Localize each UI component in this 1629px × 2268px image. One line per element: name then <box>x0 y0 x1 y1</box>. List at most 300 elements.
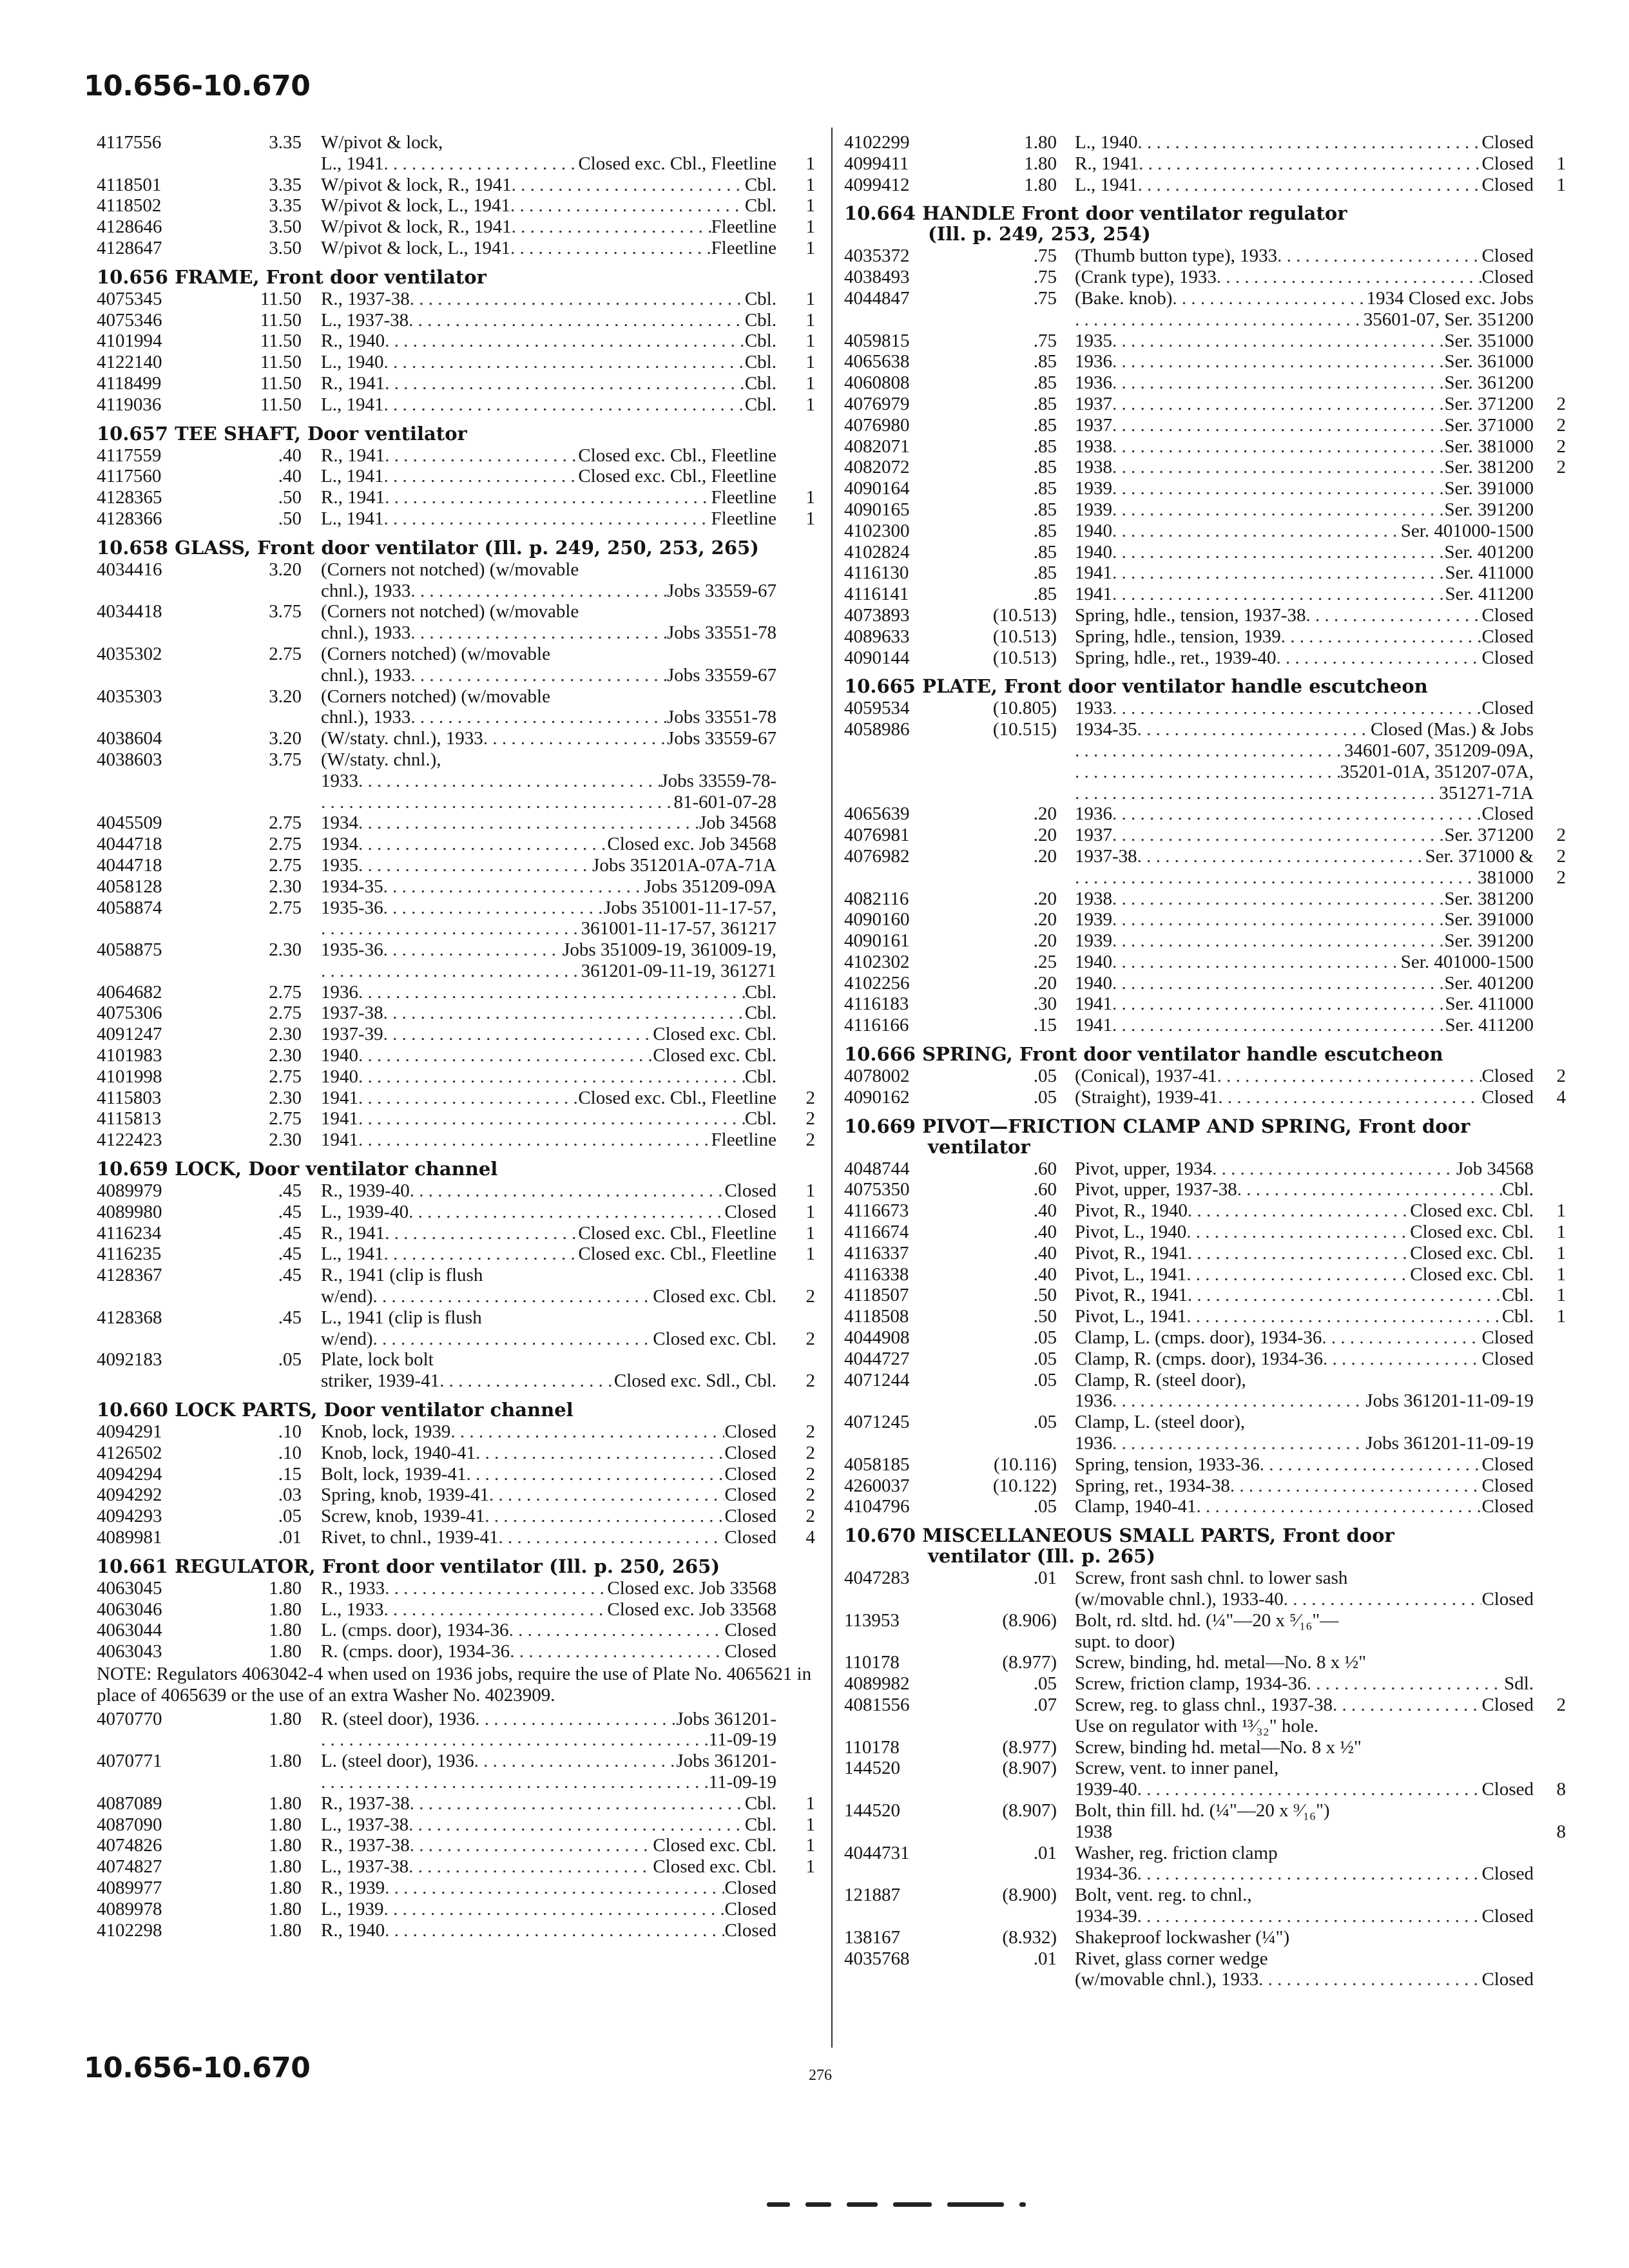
description-text: (Corners notched) (w/movable <box>321 686 550 707</box>
part-price: 1.80 <box>1024 174 1057 195</box>
leader-dots <box>510 195 745 216</box>
leader-dots <box>1137 1863 1482 1885</box>
part-number: 4070771 <box>97 1751 162 1772</box>
catalog-section <box>97 1556 815 1941</box>
quantity: 2 <box>1556 1066 1566 1087</box>
page-footer-range: 10.656-10.670 <box>84 2052 311 2084</box>
part-description <box>1075 1349 1534 1370</box>
catalog-section <box>844 1525 1566 1990</box>
part-price: .75 <box>1033 330 1057 351</box>
description-text: Bolt, vent. reg. to chnl., <box>1075 1885 1252 1906</box>
parts-row <box>97 1244 815 1265</box>
application-text: Closed exc. Cbl. <box>1410 1200 1534 1222</box>
description-text: Plate, lock bolt <box>321 1349 434 1370</box>
leader-dots <box>1112 909 1444 930</box>
catalog-section <box>844 676 1566 1036</box>
leader-dots <box>383 939 563 961</box>
parts-row <box>97 238 815 259</box>
leader-dots <box>1112 394 1444 415</box>
part-price: (8.907) <box>1002 1758 1057 1779</box>
parts-row <box>97 445 815 466</box>
quantity: 4 <box>805 1527 815 1548</box>
leader-dots <box>321 1729 709 1751</box>
leader-dots <box>1112 1390 1365 1412</box>
part-description <box>321 132 776 153</box>
description-text: 1938 <box>1075 1821 1112 1842</box>
description-text: 1936 <box>321 981 358 1003</box>
section-title-text: 10.660 LOCK PARTS, Door ventilator channel <box>97 1399 574 1421</box>
leader-dots <box>385 1223 578 1244</box>
part-description <box>321 508 776 530</box>
leader-dots <box>1137 175 1481 196</box>
part-description <box>321 1066 776 1088</box>
part-description <box>1075 1243 1534 1264</box>
application-text: Jobs 33559-67 <box>667 728 776 749</box>
parts-row <box>97 132 815 153</box>
part-description <box>1075 889 1534 910</box>
part-number: 4128368 <box>97 1307 162 1328</box>
quantity: 2 <box>805 1087 815 1108</box>
part-number: 4063045 <box>97 1577 162 1599</box>
parts-row <box>844 1568 1566 1589</box>
part-description <box>1075 1222 1534 1243</box>
part-price: .85 <box>1033 351 1057 372</box>
part-price: .15 <box>278 1463 302 1485</box>
description-text: Spring, hdle., ret., 1939-40 <box>1075 647 1277 668</box>
application-text: Closed <box>1481 245 1534 267</box>
application-text: 11-09-19 <box>708 1771 776 1792</box>
part-price: .07 <box>1033 1695 1057 1715</box>
part-number: 4075306 <box>97 1003 162 1024</box>
application-text: 381000 <box>1478 867 1534 888</box>
quantity: 2 <box>1556 414 1566 436</box>
application-text: Closed <box>1481 1969 1534 1990</box>
parts-row <box>97 1464 815 1485</box>
part-description <box>1075 1264 1534 1285</box>
description-text: 1939 <box>1075 909 1112 930</box>
leader-dots <box>1137 1779 1482 1800</box>
parts-row <box>844 1716 1566 1737</box>
leader-dots <box>358 1108 745 1129</box>
leader-dots <box>383 1024 653 1045</box>
part-price: .05 <box>1033 1086 1057 1108</box>
leader-dots <box>410 665 667 686</box>
parts-row <box>97 559 815 581</box>
leader-dots <box>358 834 607 855</box>
quantity: 1 <box>805 1201 815 1222</box>
description-text: Knob, lock, 1940-41 <box>321 1442 476 1463</box>
leader-dots <box>1188 1200 1410 1222</box>
part-description <box>321 1835 776 1856</box>
parts-row <box>97 1202 815 1223</box>
leader-dots <box>385 1878 724 1899</box>
leader-dots <box>383 1899 724 1920</box>
part-description <box>1075 1673 1534 1695</box>
leader-dots <box>1112 825 1444 846</box>
part-description <box>321 1620 776 1641</box>
part-description <box>1075 351 1534 372</box>
application-text: Closed exc. Cbl. <box>653 1328 776 1349</box>
description-text: Clamp, R. (steel door), <box>1075 1369 1246 1390</box>
description-text: Pivot, upper, 1937-38 <box>1075 1179 1237 1200</box>
description-text: 1940 <box>1075 951 1112 972</box>
leader-dots <box>439 1370 614 1392</box>
part-description <box>321 961 776 982</box>
part-description <box>1075 909 1534 930</box>
part-description <box>321 1899 776 1920</box>
application-text: Cbl. <box>744 1066 776 1087</box>
part-description <box>321 1464 776 1485</box>
description-text: R., 1940 <box>321 1919 385 1941</box>
leader-dots <box>1112 889 1444 910</box>
description-text: R., 1941 <box>321 372 385 394</box>
part-number: 4260037 <box>844 1475 910 1496</box>
description-text: Knob, lock, 1939 <box>321 1421 451 1443</box>
leader-dots <box>1284 1589 1482 1610</box>
part-number: 4082072 <box>844 457 910 478</box>
part-price: 3.75 <box>269 601 302 622</box>
description-text: 1937 <box>1075 825 1112 846</box>
leader-dots <box>1172 288 1366 309</box>
part-price: 2.30 <box>269 1024 302 1045</box>
part-description <box>1075 783 1534 804</box>
parts-row <box>844 605 1566 626</box>
part-price: (10.513) <box>992 647 1057 668</box>
quantity: 1 <box>805 195 815 216</box>
parts-row <box>844 1179 1566 1200</box>
leader-dots <box>450 1421 724 1443</box>
description-text: 1940 <box>1075 520 1112 541</box>
parts-row <box>97 1024 815 1045</box>
part-description <box>1075 1610 1534 1631</box>
description-text: Pivot, R., 1941 <box>1075 1285 1188 1306</box>
part-number: 4035303 <box>97 686 162 707</box>
description-text: (Crank type), 1933 <box>1075 267 1217 288</box>
description-text: 1937-39 <box>321 1024 383 1045</box>
description-text: 1940 <box>321 1066 358 1087</box>
application-text: 81-601-07-28 <box>673 791 776 812</box>
leader-dots <box>1277 648 1482 669</box>
description-text: supt. to door) <box>1075 1631 1175 1652</box>
part-description <box>1075 1779 1534 1800</box>
description-text: L. (steel door), 1936 <box>321 1751 474 1772</box>
description-text: L., 1940 <box>1075 132 1138 153</box>
part-description <box>1075 1589 1534 1610</box>
description-text: L., 1941 <box>321 1244 384 1265</box>
part-number: 4038603 <box>97 749 162 770</box>
part-description <box>321 373 776 394</box>
part-number: 138167 <box>844 1927 900 1948</box>
part-price: (10.513) <box>992 604 1057 626</box>
part-number: 4122140 <box>97 352 162 373</box>
parts-row <box>844 245 1566 267</box>
description-text: Screw, knob, 1939-41 <box>321 1506 485 1527</box>
part-description <box>1075 825 1534 846</box>
part-description <box>321 1443 776 1464</box>
quantity: 1 <box>1556 153 1566 174</box>
parts-row <box>844 803 1566 825</box>
part-description <box>321 1485 776 1506</box>
part-number: 4060808 <box>844 372 910 394</box>
quantity: 2 <box>1556 1695 1566 1715</box>
description-text: 1934-35 <box>1075 719 1137 740</box>
parts-row <box>844 1496 1566 1517</box>
part-description <box>321 622 776 644</box>
part-price: 3.20 <box>269 728 302 749</box>
section-title-text: 10.669 PIVOT—FRICTION CLAMP AND SPRING, Front door <box>844 1115 1470 1137</box>
description-text: L., 1941 <box>321 394 384 415</box>
application-text: Closed <box>1481 1086 1534 1108</box>
part-price: .60 <box>1033 1158 1057 1179</box>
quantity: 2 <box>1556 825 1566 846</box>
part-number: 4101994 <box>97 331 162 352</box>
part-description <box>321 749 776 771</box>
parts-row <box>844 542 1566 563</box>
part-description <box>321 939 776 961</box>
description-text: Use on regulator with ¹³⁄₃₂" hole. <box>1075 1715 1319 1736</box>
description-text: R., 1941 <box>321 445 385 466</box>
part-number: 4076979 <box>844 393 910 414</box>
leader-dots <box>1212 1158 1456 1180</box>
part-description <box>1075 309 1534 331</box>
parts-row <box>97 175 815 196</box>
parts-row <box>97 1641 815 1662</box>
part-description <box>1075 626 1534 648</box>
parts-row <box>97 1793 815 1814</box>
parts-row <box>844 415 1566 436</box>
part-number: 4116337 <box>844 1242 909 1264</box>
application-text: Closed exc. Cbl., Fleetline <box>578 445 776 466</box>
part-price: 1.80 <box>269 1599 302 1620</box>
part-number: 4078002 <box>844 1066 910 1087</box>
part-price: 1.80 <box>1024 132 1057 153</box>
parts-row <box>844 1433 1566 1454</box>
parts-row <box>844 626 1566 648</box>
quantity: 1 <box>1556 1264 1566 1285</box>
part-description <box>1075 1066 1534 1087</box>
parts-row <box>844 1349 1566 1370</box>
description-text: 1941 <box>1075 1015 1112 1036</box>
leader-dots <box>1281 626 1482 648</box>
part-description <box>321 855 776 876</box>
leader-dots <box>1217 267 1482 288</box>
part-price: .05 <box>1033 1369 1057 1390</box>
part-number: 4116166 <box>844 1015 909 1036</box>
part-number: 4091247 <box>97 1024 162 1045</box>
part-description <box>1075 415 1534 436</box>
leader-dots <box>1307 1673 1504 1695</box>
part-price: 1.80 <box>1024 153 1057 174</box>
part-description <box>1075 562 1534 584</box>
leader-dots <box>475 1709 676 1730</box>
part-description <box>321 1506 776 1527</box>
quantity: 2 <box>1556 845 1566 867</box>
part-number: 4045509 <box>97 812 162 834</box>
part-price: 2.75 <box>269 834 302 855</box>
application-text: Closed <box>1481 1589 1534 1610</box>
part-description <box>1075 1631 1534 1653</box>
parts-row <box>844 331 1566 352</box>
part-description <box>1075 698 1534 719</box>
part-number: 4089981 <box>97 1527 162 1548</box>
part-price: 1.80 <box>269 1641 302 1662</box>
part-number: 4128366 <box>97 508 162 529</box>
part-description <box>1075 1821 1534 1843</box>
description-text: Clamp, 1940-41 <box>1075 1496 1197 1517</box>
part-description <box>1075 1200 1534 1222</box>
leader-dots <box>1075 762 1340 783</box>
description-text: Screw, binding hd. metal—No. 8 x ½" <box>1075 1736 1362 1758</box>
part-description <box>321 1578 776 1599</box>
leader-dots <box>476 1443 724 1464</box>
part-description <box>1075 394 1534 415</box>
description-text: L., 1937-38 <box>321 309 409 331</box>
part-number: 4102298 <box>97 1919 162 1941</box>
part-number: 4076981 <box>844 825 910 846</box>
part-description <box>321 601 776 622</box>
description-text: 1941 <box>321 1087 358 1108</box>
description-text: Pivot, L., 1940 <box>1075 1222 1187 1243</box>
description-text: 1940 <box>321 1045 358 1066</box>
part-description <box>1075 1843 1534 1864</box>
leader-dots <box>321 792 674 813</box>
description-text: 1935 <box>1075 330 1112 351</box>
description-text: Pivot, L., 1941 <box>1075 1306 1187 1327</box>
part-number: 4035372 <box>844 245 910 267</box>
application-text: Closed <box>724 1898 776 1919</box>
part-price: .60 <box>1033 1179 1057 1200</box>
part-number: 4116141 <box>844 584 909 605</box>
part-number: 4044908 <box>844 1327 910 1349</box>
leader-dots <box>1186 1222 1410 1243</box>
part-description <box>321 1772 776 1793</box>
parts-row <box>97 834 815 855</box>
part-description <box>321 1370 776 1392</box>
parts-row <box>97 487 815 508</box>
part-price: .85 <box>1033 584 1057 605</box>
part-description <box>321 1599 776 1620</box>
section-title <box>97 1158 815 1179</box>
part-description <box>1075 1015 1534 1036</box>
parts-row <box>97 1066 815 1088</box>
catalog-section <box>97 1158 815 1392</box>
leader-dots <box>489 1485 724 1506</box>
part-price: .85 <box>1033 499 1057 520</box>
parts-row <box>97 1835 815 1856</box>
parts-row <box>844 1264 1566 1285</box>
application-text: Cbl. <box>744 352 776 373</box>
parts-row <box>97 1286 815 1307</box>
part-description <box>1075 1475 1534 1497</box>
parts-row <box>844 867 1566 889</box>
part-description <box>1075 930 1534 952</box>
part-description <box>1075 1306 1534 1327</box>
parts-row <box>97 1307 815 1329</box>
parts-row <box>97 1349 815 1370</box>
parts-row <box>97 855 815 876</box>
parts-row <box>844 562 1566 584</box>
part-number: 4059534 <box>844 698 910 719</box>
part-description <box>1075 499 1534 521</box>
part-description <box>321 1265 776 1286</box>
parts-row <box>844 1243 1566 1264</box>
quantity: 1 <box>805 1222 815 1244</box>
part-price: .01 <box>278 1527 302 1548</box>
description-text: Bolt, thin fill. hd. (¼"—20 x ⁹⁄₁₆") <box>1075 1800 1330 1821</box>
part-description <box>1075 478 1534 499</box>
description-text: (Corners notched) (w/movable <box>321 643 550 664</box>
description-text: 1938 <box>1075 436 1112 457</box>
part-description <box>321 1856 776 1878</box>
parts-row <box>844 584 1566 605</box>
application-text: Ser. 381200 <box>1444 888 1534 909</box>
application-text: Cbl. <box>744 309 776 331</box>
application-text: Closed <box>1481 1863 1534 1885</box>
quantity: 1 <box>805 216 815 238</box>
application-text: Cbl. <box>744 981 776 1003</box>
description-text: 1934 <box>321 812 358 834</box>
part-description <box>1075 245 1534 267</box>
part-description <box>1075 175 1534 196</box>
parts-row <box>844 1306 1566 1327</box>
application-text: Closed <box>724 1641 776 1662</box>
part-number: 4094294 <box>97 1463 162 1485</box>
leader-dots <box>1260 1454 1482 1475</box>
application-text: Ser. 411000 <box>1445 562 1534 584</box>
section-title-text: 10.659 LOCK, Door ventilator channel <box>97 1158 498 1180</box>
part-number: 4064682 <box>97 981 162 1003</box>
description-text: Screw, front sash chnl. to lower sash <box>1075 1568 1348 1589</box>
part-number: 4117559 <box>97 445 162 466</box>
quantity: 1 <box>805 508 815 529</box>
part-description <box>321 487 776 508</box>
part-price: .75 <box>1033 287 1057 309</box>
part-price: .45 <box>278 1201 302 1222</box>
part-description <box>1075 521 1534 542</box>
leader-dots <box>358 1088 578 1109</box>
part-description <box>321 1421 776 1443</box>
part-price: 2.30 <box>269 1129 302 1151</box>
quantity: 2 <box>805 1328 815 1349</box>
part-description <box>321 445 776 466</box>
part-description <box>1075 1412 1534 1433</box>
description-text: Spring, knob, 1939-41 <box>321 1485 489 1506</box>
leader-dots <box>385 331 745 352</box>
description-text: W/pivot & lock, L., 1941 <box>321 237 510 258</box>
description-text: (Straight), 1939-41 <box>1075 1086 1219 1108</box>
description-text: (W/staty. chnl.), 1933 <box>321 728 483 749</box>
application-text: Closed <box>1481 1905 1534 1927</box>
part-description <box>1075 1158 1534 1180</box>
part-number: 4092183 <box>97 1349 162 1370</box>
part-description <box>1075 1390 1534 1412</box>
part-number: 4128647 <box>97 237 162 258</box>
quantity: 1 <box>805 372 815 394</box>
part-description <box>321 394 776 416</box>
part-price: 1.80 <box>269 1751 302 1772</box>
part-description <box>321 216 776 238</box>
description-text: Spring, hdle., tension, 1939 <box>1075 626 1281 647</box>
application-text: Ser. 371200 <box>1444 825 1534 846</box>
part-description <box>321 1180 776 1202</box>
application-text: Ser. 361200 <box>1444 372 1534 394</box>
leader-dots <box>1137 719 1371 740</box>
part-number: 4070770 <box>97 1708 162 1729</box>
quantity: 2 <box>1556 393 1566 414</box>
part-price: .01 <box>1033 1948 1057 1969</box>
part-description <box>1075 1885 1534 1906</box>
leader-dots <box>385 445 578 466</box>
